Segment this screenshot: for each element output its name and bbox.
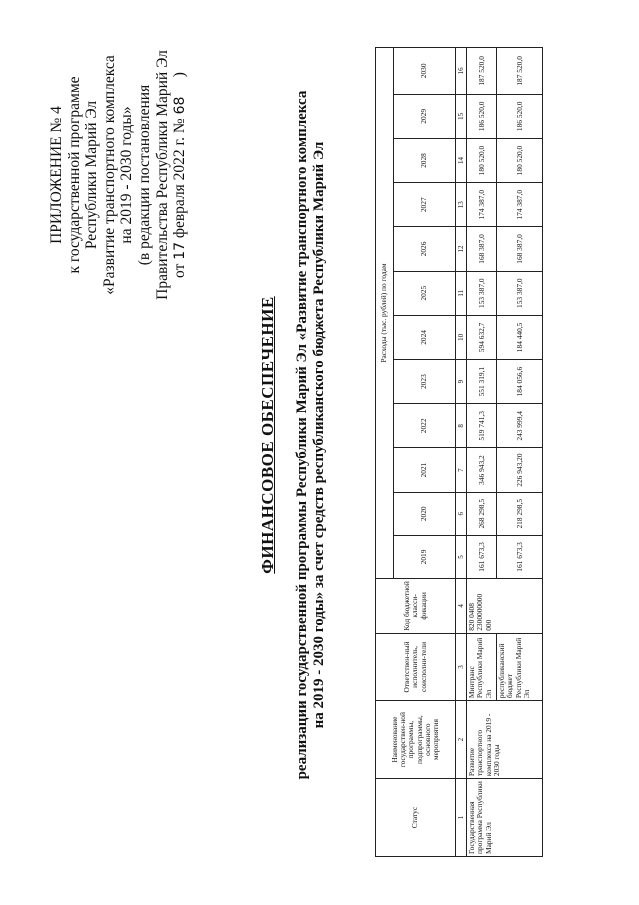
- value-cell: 174 387,0: [467, 183, 497, 227]
- column-number-row: [456, 48, 467, 857]
- value-cell: 186 520,0: [467, 94, 497, 138]
- col-number: 2: [456, 701, 467, 779]
- value-cell: 268 298,5: [467, 492, 497, 535]
- document-subtitle-line-2: на 2019 - 2030 годы» за счет средств республиканского бюджета Республики Марий Эл: [311, 141, 327, 729]
- value-cell: 161 673,3: [467, 535, 497, 578]
- value-cell: 226 943,20: [497, 448, 543, 492]
- financing-table: [375, 47, 543, 857]
- value-cell: 187 520,0: [467, 48, 497, 95]
- appendix-block: [48, 5, 190, 345]
- appendix-date-day: 17: [172, 241, 189, 260]
- header-year: 2023: [394, 360, 456, 404]
- col-number: 9: [456, 360, 467, 404]
- appendix-line: Правительства Республики Марий Эл: [153, 50, 171, 300]
- appendix-date-prefix: от: [171, 263, 189, 278]
- appendix-line: Республики Марий Эл: [83, 100, 101, 250]
- value-cell: 519 741,3: [467, 404, 497, 448]
- value-cell: 594 632,7: [467, 315, 497, 359]
- header-year: 2020: [394, 492, 456, 535]
- value-cell: 187 520,0: [497, 48, 543, 95]
- col-number: 10: [456, 315, 467, 359]
- header-year: 2028: [394, 138, 456, 182]
- header-year: 2024: [394, 315, 456, 359]
- appendix-line: на 2019 - 2030 годы»: [118, 106, 136, 244]
- row-executor: Минтранс Республики Марий Эл: [467, 633, 497, 700]
- value-cell: 184 056,6: [497, 360, 543, 404]
- header-status: Статус: [376, 779, 456, 857]
- value-cell: 168 387,0: [497, 227, 543, 271]
- document-heading: [258, 75, 328, 795]
- col-number: 8: [456, 404, 467, 448]
- col-number: 14: [456, 138, 467, 182]
- appendix-date-line: [171, 5, 190, 345]
- value-cell: 161 673,3: [497, 535, 543, 578]
- value-cell: 180 520,0: [497, 138, 543, 182]
- value-cell: 218 298,5: [497, 492, 543, 535]
- header-code: Код бюджетной класси-фикации: [376, 579, 456, 634]
- value-cell: 180 520,0: [467, 138, 497, 182]
- col-number: 11: [456, 271, 467, 315]
- col-number: 1: [456, 779, 467, 857]
- row-code: 820 0408 2300000000 000: [467, 579, 543, 634]
- header-row: [376, 48, 394, 857]
- value-cell: 153 387,0: [467, 271, 497, 315]
- appendix-closing: ): [171, 72, 189, 78]
- header-year: 2029: [394, 94, 456, 138]
- col-number: 6: [456, 492, 467, 535]
- header-year: 2030: [394, 48, 456, 95]
- col-number: 5: [456, 535, 467, 578]
- row-name: Развитие транспортного комплекса на 2019 - 2030 годы: [467, 701, 543, 779]
- col-number: 16: [456, 48, 467, 95]
- table-row: [467, 48, 497, 857]
- row-status: Государственная программа Республики Марий Эл: [467, 779, 543, 857]
- header-name: Наименование государствен-ной программы, подпрограммы, основного мероприятия: [376, 701, 456, 779]
- header-executor: Ответствен-ный исполнитель, соисполни-тели: [376, 633, 456, 700]
- col-number: 3: [456, 633, 467, 700]
- header-year: 2019: [394, 535, 456, 578]
- appendix-title: ПРИЛОЖЕНИЕ № 4: [48, 106, 65, 244]
- value-cell: 186 520,0: [497, 94, 543, 138]
- value-cell: 174 387,0: [497, 183, 543, 227]
- header-expenses: Расходы (тыс. рублей) по годам: [376, 48, 394, 579]
- header-year: 2025: [394, 271, 456, 315]
- document-title: ФИНАНСОВОЕ ОБЕСПЕЧЕНИЕ: [258, 296, 277, 574]
- document-subtitle-line-1: реализации государственной программы Республики Марий Эл «Развитие транспортного комплекса: [294, 90, 310, 780]
- appendix-line: к государственной программе: [65, 76, 83, 274]
- value-cell: 551 319,1: [467, 360, 497, 404]
- col-number: 12: [456, 227, 467, 271]
- header-year: 2027: [394, 183, 456, 227]
- col-number: 7: [456, 448, 467, 492]
- appendix-number: 68: [172, 96, 189, 115]
- row-executor-budget: республиканский бюджет Республики Марий Эл: [497, 633, 543, 700]
- col-number: 4: [456, 579, 467, 634]
- col-number: 15: [456, 94, 467, 138]
- header-year: 2026: [394, 227, 456, 271]
- header-year: 2022: [394, 404, 456, 448]
- appendix-line: (в редакции постановления: [135, 84, 153, 266]
- appendix-line: «Развитие транспортного комплекса: [100, 55, 118, 295]
- value-cell: 168 387,0: [467, 227, 497, 271]
- value-cell: 153 387,0: [497, 271, 543, 315]
- value-cell: 346 943,2: [467, 448, 497, 492]
- value-cell: 243 999,4: [497, 404, 543, 448]
- header-year: 2021: [394, 448, 456, 492]
- appendix-date-month-year: февраля 2022 г. №: [171, 118, 189, 239]
- col-number: 13: [456, 183, 467, 227]
- value-cell: 184 440,5: [497, 315, 543, 359]
